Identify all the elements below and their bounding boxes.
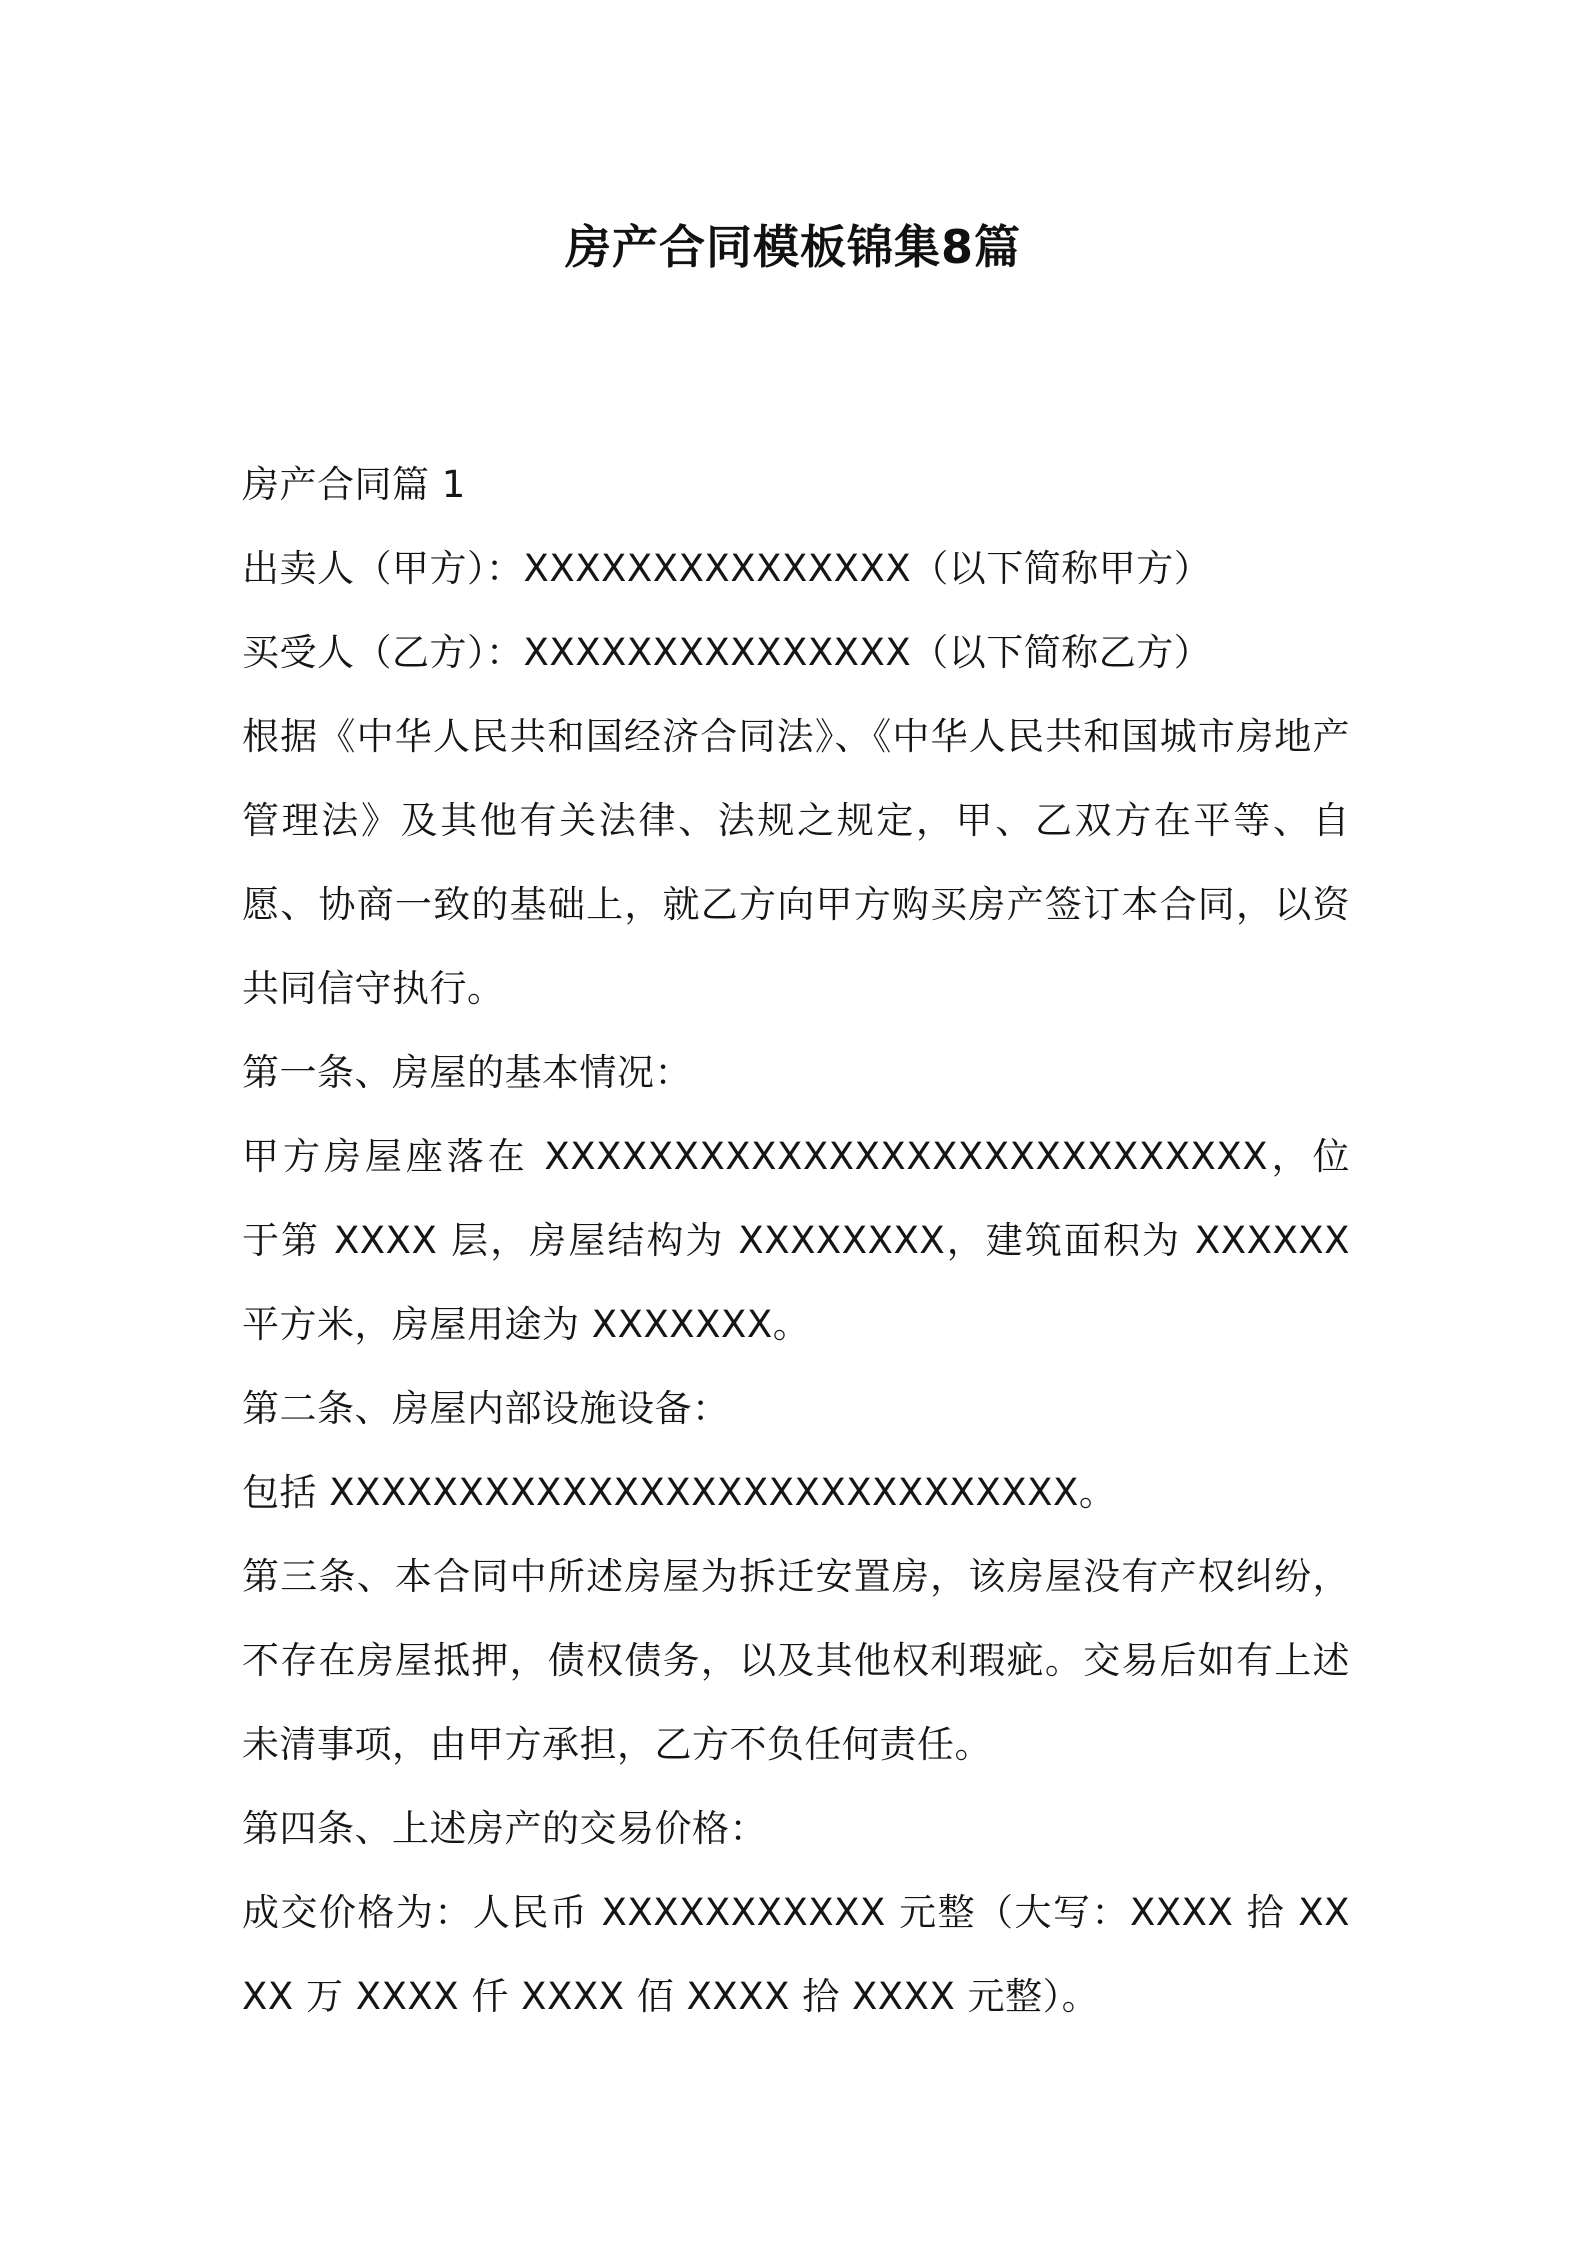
article-3-paragraph: 第三条、本合同中所述房屋为拆迁安置房，该房屋没有产权纠纷，不存在房屋抵押，债权债务，以及其他权利瑕疵。交易后如有上述未清事项，由甲方承担，乙方不负任何责任。	[242, 1555, 1350, 1766]
article-4-body: 成交价格为：人民币 XXXXXXXXXXX 元整（大写：XXXX 拾 XXXX 万 XXXX 仟 XXXX 佰 XXXX 拾 XXXX 元整）。	[242, 1891, 1350, 2018]
article-2-body: 包括 XXXXXXXXXXXXXXXXXXXXXXXXXXXXX。	[242, 1471, 1117, 1514]
document-title: 房产合同模板锦集8篇	[564, 220, 1021, 274]
article-2-heading: 第二条、房屋内部设施设备：	[242, 1387, 730, 1430]
seller-line: 出卖人（甲方）：XXXXXXXXXXXXXXX（以下简称甲方）	[242, 547, 1212, 590]
section-heading: 房产合同篇 1	[242, 463, 466, 506]
document-body	[242, 443, 1350, 2039]
article-4-heading: 第四条、上述房产的交易价格：	[242, 1807, 767, 1850]
buyer-line: 买受人（乙方）：XXXXXXXXXXXXXXX（以下简称乙方）	[242, 631, 1212, 674]
preamble-paragraph: 根据《中华人民共和国经济合同法》、《中华人民共和国城市房地产管理法》及其他有关法律、法规之规定，甲、乙双方在平等、自愿、协商一致的基础上，就乙方向甲方购买房产签订本合同，以资共同信守执行。	[242, 715, 1350, 1010]
article-1-heading: 第一条、房屋的基本情况：	[242, 1051, 692, 1094]
article-1-body: 甲方房屋座落在 XXXXXXXXXXXXXXXXXXXXXXXXXXXX，位于第 XXXX 层，房屋结构为 XXXXXXXX，建筑面积为 XXXXXX 平方米，房屋用途为 XXXXXXX。	[242, 1135, 1350, 1346]
